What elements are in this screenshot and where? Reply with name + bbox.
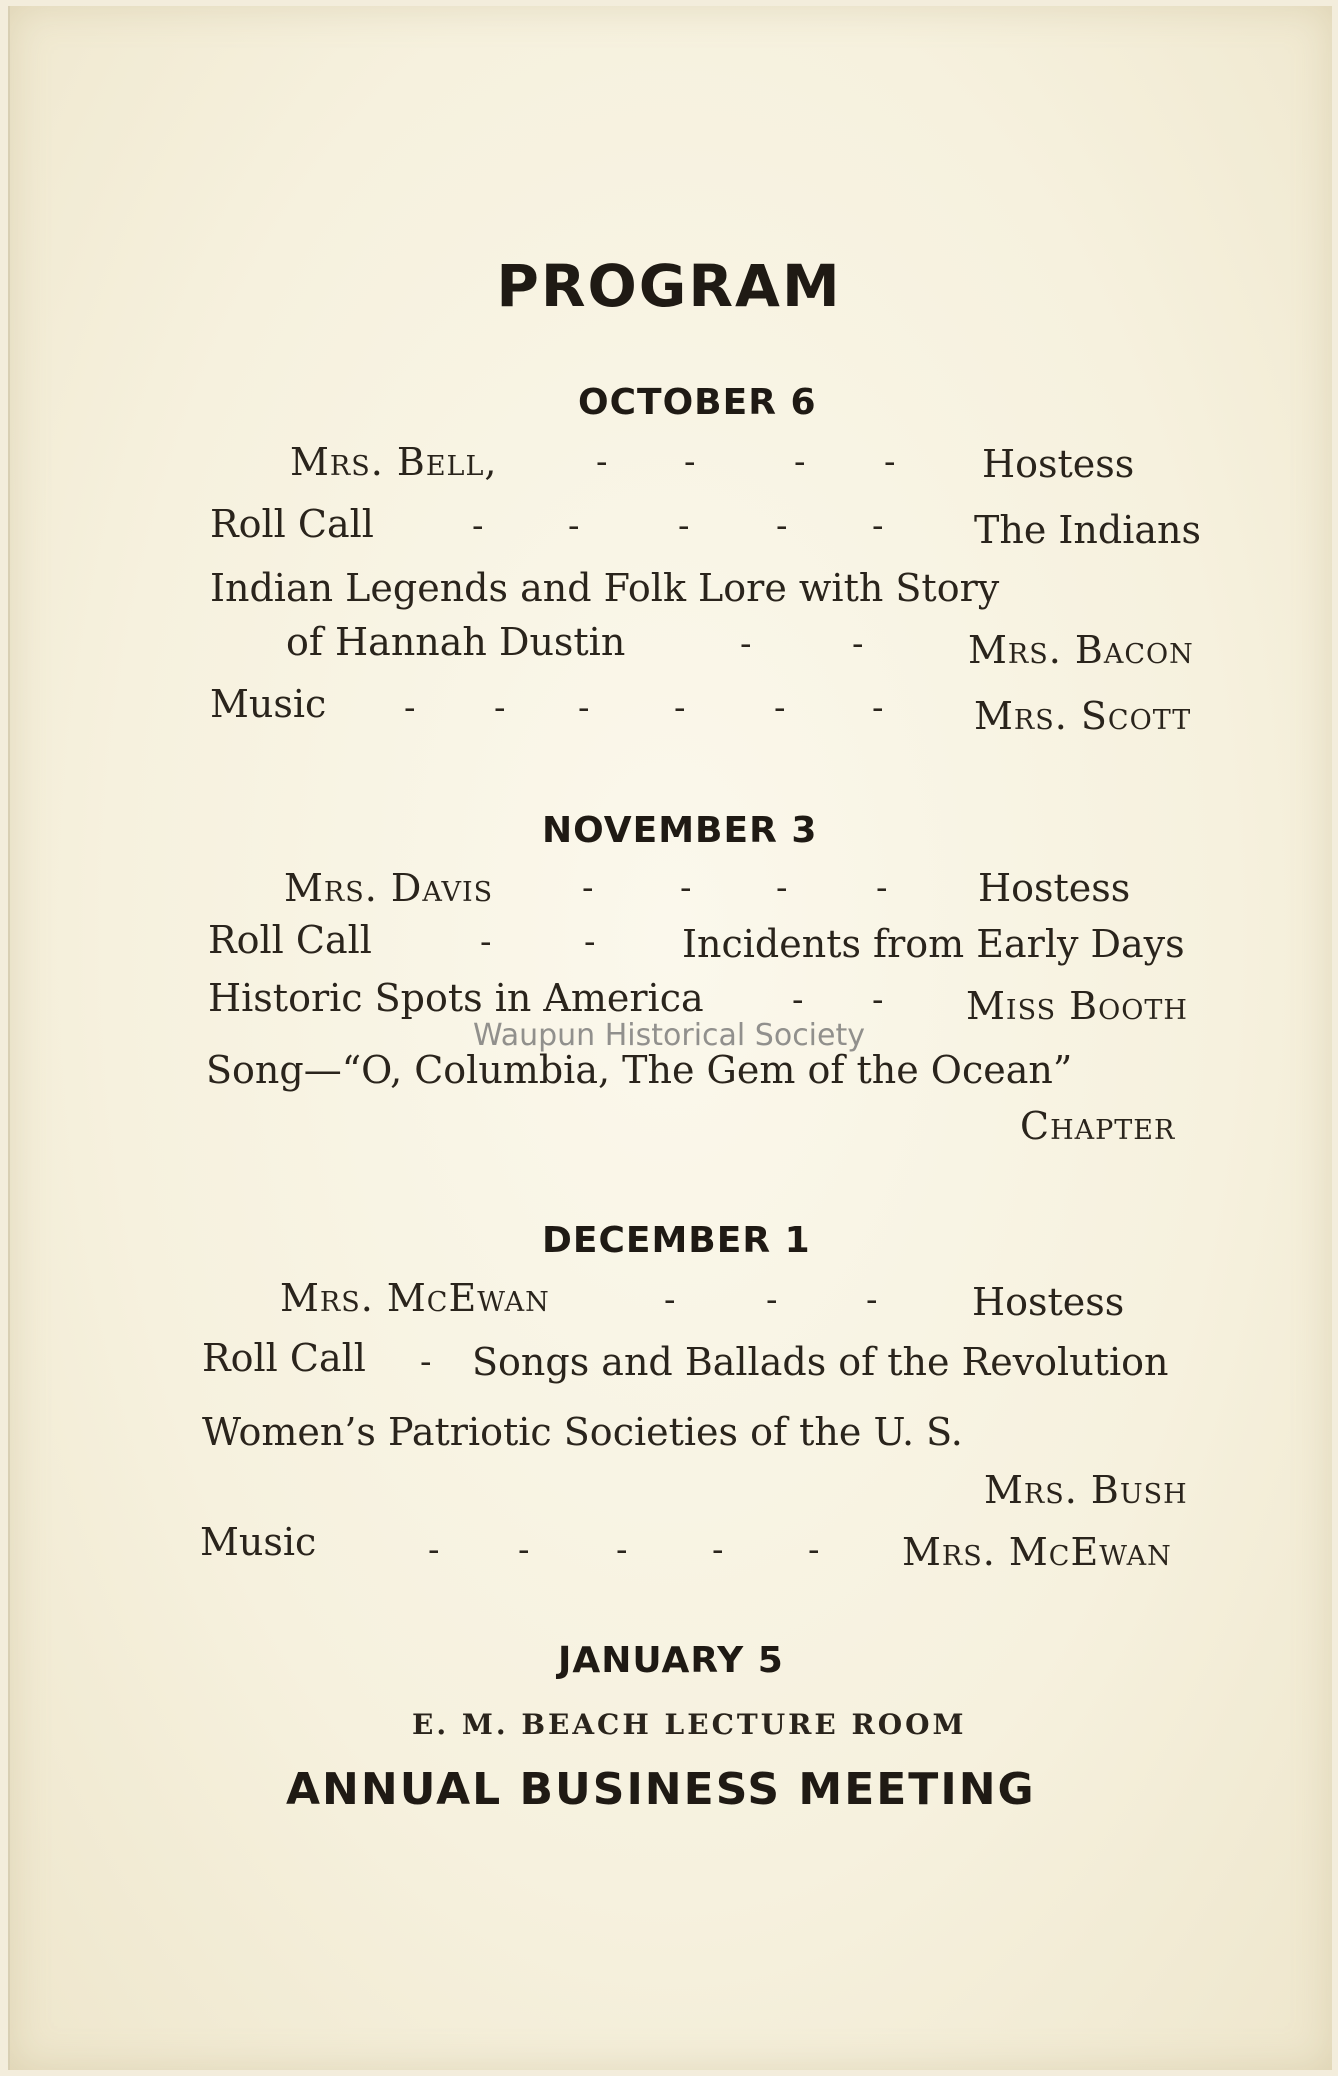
november-roll-call-topic: Incidents from Early Days	[682, 922, 1185, 966]
dash-leader: -	[518, 1530, 530, 1570]
november-item: Historic Spots in America	[208, 976, 704, 1020]
dash-leader: -	[664, 1280, 676, 1320]
dash-leader: -	[712, 1530, 724, 1570]
december-item-person: Mrs. Bush	[984, 1468, 1188, 1512]
november-roll-call-label: Roll Call	[208, 918, 372, 962]
november-host-name: Mrs. Davis	[284, 866, 494, 910]
dash-leader: -	[428, 1530, 440, 1570]
dash-leader: -	[568, 506, 580, 546]
january-event: ANNUAL BUSINESS MEETING	[286, 1764, 1036, 1815]
dash-leader: -	[876, 868, 888, 908]
dash-leader: -	[866, 1280, 878, 1320]
dash-leader: -	[678, 506, 690, 546]
january-date: JANUARY 5	[558, 1640, 784, 1681]
dash-leader: -	[776, 868, 788, 908]
december-music-person: Mrs. McEwan	[902, 1530, 1172, 1574]
december-music-label: Music	[200, 1520, 317, 1564]
october-roll-call-label: Roll Call	[210, 502, 374, 546]
dash-leader: -	[596, 442, 608, 482]
december-item: Women’s Patriotic Societies of the U. S.	[202, 1410, 963, 1454]
january-location: E. M. BEACH LECTURE ROOM	[412, 1708, 967, 1741]
october-item-person: Mrs. Bacon	[968, 628, 1194, 672]
dash-leader: -	[616, 1530, 628, 1570]
dash-leader: -	[582, 868, 594, 908]
november-item-person: Miss Booth	[966, 984, 1188, 1028]
dash-leader: -	[420, 1342, 432, 1382]
dash-leader: -	[480, 922, 492, 962]
november-song-by: Chapter	[1020, 1104, 1176, 1148]
dash-leader: -	[776, 506, 788, 546]
dash-leader: -	[774, 688, 786, 728]
dash-leader: -	[794, 442, 806, 482]
watermark: Waupun Historical Society	[472, 1018, 865, 1053]
dash-leader: -	[852, 624, 864, 664]
dash-leader: -	[766, 1280, 778, 1320]
dash-leader: -	[792, 980, 804, 1020]
october-music-person: Mrs. Scott	[974, 694, 1192, 738]
dash-leader: -	[872, 980, 884, 1020]
dash-leader: -	[684, 442, 696, 482]
dash-leader: -	[680, 868, 692, 908]
dash-leader: -	[872, 506, 884, 546]
october-host-role: Hostess	[982, 442, 1135, 486]
november-host-role: Hostess	[978, 866, 1131, 910]
october-date: OCTOBER 6	[578, 382, 817, 423]
dash-leader: -	[472, 506, 484, 546]
dash-leader: -	[584, 922, 596, 962]
dash-leader: -	[884, 442, 896, 482]
october-roll-call-topic: The Indians	[974, 508, 1201, 552]
dash-leader: -	[872, 688, 884, 728]
october-host-name: Mrs. Bell,	[290, 440, 498, 484]
october-item-line2: of Hannah Dustin	[286, 620, 626, 664]
november-date: NOVEMBER 3	[542, 810, 818, 851]
december-roll-call-label: Roll Call	[202, 1336, 366, 1380]
dash-leader: -	[494, 688, 506, 728]
dash-leader: -	[404, 688, 416, 728]
december-host-name: Mrs. McEwan	[280, 1276, 550, 1320]
dash-leader: -	[808, 1530, 820, 1570]
page-title: PROGRAM	[496, 252, 842, 320]
dash-leader: -	[674, 688, 686, 728]
october-item-line1: Indian Legends and Folk Lore with Story	[210, 566, 1000, 610]
december-roll-call-topic: Songs and Ballads of the Revolution	[472, 1340, 1169, 1384]
december-date: DECEMBER 1	[542, 1220, 811, 1261]
december-host-role: Hostess	[972, 1280, 1125, 1324]
october-music-label: Music	[210, 682, 327, 726]
dash-leader: -	[578, 688, 590, 728]
november-song: Song—“O, Columbia, The Gem of the Ocean”	[206, 1048, 1073, 1092]
dash-leader: -	[740, 624, 752, 664]
